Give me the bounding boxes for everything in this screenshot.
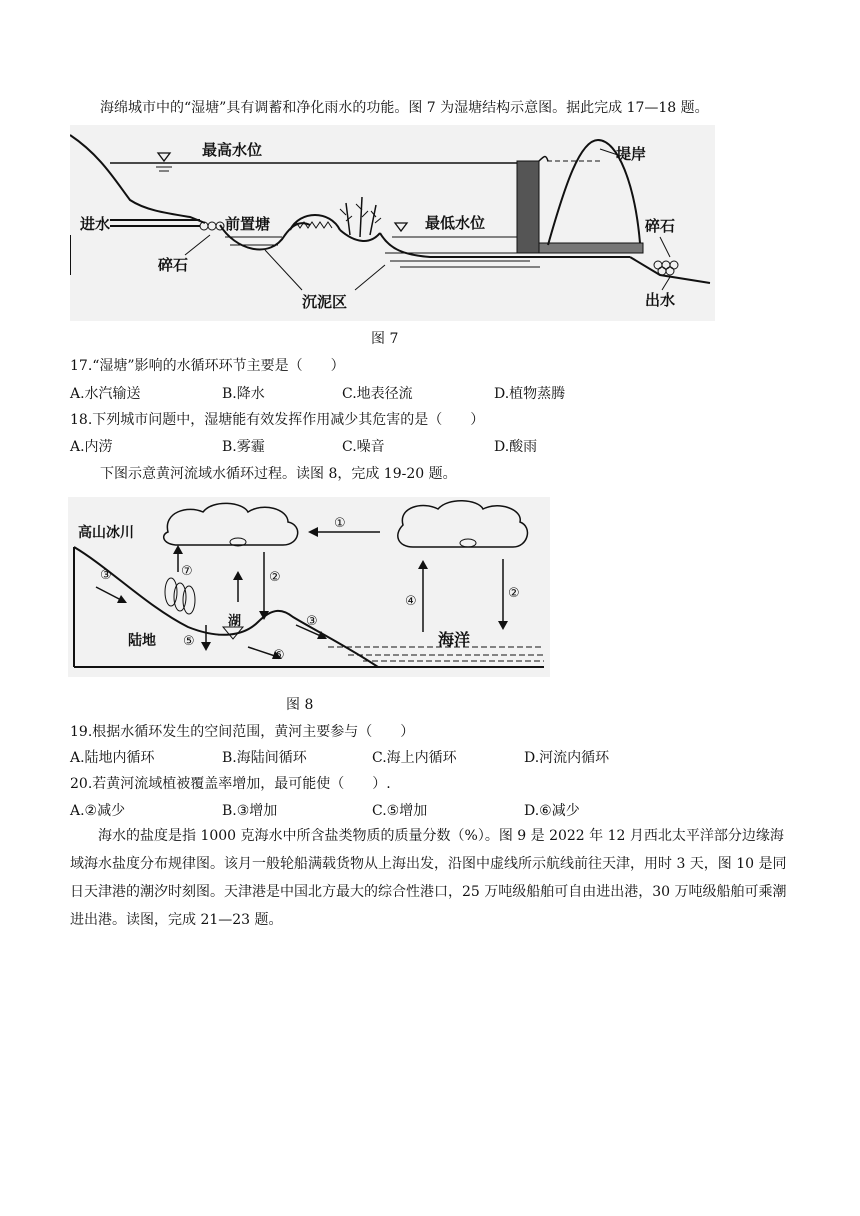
min-level-marker-icon [395,223,407,231]
outflow-label: 出水 [645,291,676,309]
arrow-1-label: ① [334,516,346,531]
q20-option-c[interactable]: C.⑤增加 [372,803,428,819]
q19-option-a[interactable]: A.陆地内循环 [70,750,155,766]
figure-8-water-cycle [68,497,550,677]
arrow-2-ocean-label: ② [508,586,520,601]
embankment-label: 堤岸 [616,145,647,163]
wet-pond-diagram [70,125,715,321]
intro-text-1: 海绵城市中的“湿塘”具有调蓄和净化雨水的功能。图 7 为湿塘结构示意图。据此完成 17—18 题。 [100,100,709,116]
forebay-label: 前置塘 [225,215,271,233]
arrow-2-land-label: ② [269,570,281,585]
intro-text-3: 海水的盐度是指 1000 克海水中所含盐类物质的质量分数（%）。图 9 是 2022 年 12 月西北太平洋部分边缘海域海水盐度分布规律图。该月一般轮船满载货物从上海出发，沿图中虚线所示航线前往天津，用时 3 天，图 10 是同日天津港的潮汐时刻图。天津港是中国北方最大的综合性港口，25 万吨级船舶可自由进出港，30 万吨级船舶可乘潮进出港。读图，完成 21—23 题。 [70,828,787,928]
max-level-label: 最高水位 [202,141,263,159]
q17-option-d[interactable]: D.植物蒸腾 [494,386,566,402]
glacier-label: 高山冰川 [78,525,134,541]
gravel-right-label: 碎石 [645,217,676,235]
q18-option-a[interactable]: A.内涝 [70,439,113,455]
question-17-stem: 17.“湿塘”影响的水循环环节主要是（ ） [70,358,345,374]
q17-option-a[interactable]: A.水汽输送 [70,386,141,402]
q20-option-d[interactable]: D.⑥减少 [524,803,580,819]
q18-option-d[interactable]: D.酸雨 [494,439,538,455]
q17-option-b[interactable]: B.降水 [222,386,265,402]
arrow-3-upper-label: ③ [100,568,112,583]
arrow-7-label: ⑦ [181,564,193,579]
ocean-label: 海洋 [438,630,471,649]
figure-7-caption: 图 7 [371,331,399,347]
q19-option-c[interactable]: C.海上内循环 [372,750,457,766]
water-cycle-diagram [68,497,550,677]
max-level-marker-icon [158,153,170,161]
arrow-4-label: ④ [405,594,417,609]
intro-text-2: 下图示意黄河流域水循环过程。读图 8，完成 19-20 题。 [100,466,457,482]
question-18-stem: 18.下列城市问题中，湿塘能有效发挥作用减少其危害的是（ ） [70,412,485,428]
sediment-label: 沉泥区 [302,293,348,311]
q18-option-c[interactable]: C.噪音 [342,439,385,455]
land-cloud-icon [164,503,298,545]
q18-option-b[interactable]: B.雾霾 [222,439,265,455]
gravel-left-label: 碎石 [158,256,189,274]
arrow-6-label: ⑥ [273,648,285,663]
min-level-label: 最低水位 [425,214,486,232]
q19-option-d[interactable]: D.河流内循环 [524,750,610,766]
question-20-stem: 20.若黄河流域植被覆盖率增加，最可能使（ ）. [70,776,391,792]
q19-option-b[interactable]: B.海陆间循环 [222,750,307,766]
q20-option-a[interactable]: A.②减少 [70,803,126,819]
inflow-label: 进水 [80,215,111,233]
arrow-3-lower-label: ③ [306,614,318,629]
figure-8-caption: 图 8 [286,697,314,713]
arrow-5-label: ⑤ [183,634,195,649]
figure-7-wet-pond [70,125,715,321]
land-label: 陆地 [128,633,156,649]
q20-option-b[interactable]: B.③增加 [222,803,278,819]
lake-label: 湖 [228,614,242,629]
q17-option-c[interactable]: C.地表径流 [342,386,413,402]
question-19-stem: 19.根据水循环发生的空间范围，黄河主要参与（ ） [70,724,415,740]
